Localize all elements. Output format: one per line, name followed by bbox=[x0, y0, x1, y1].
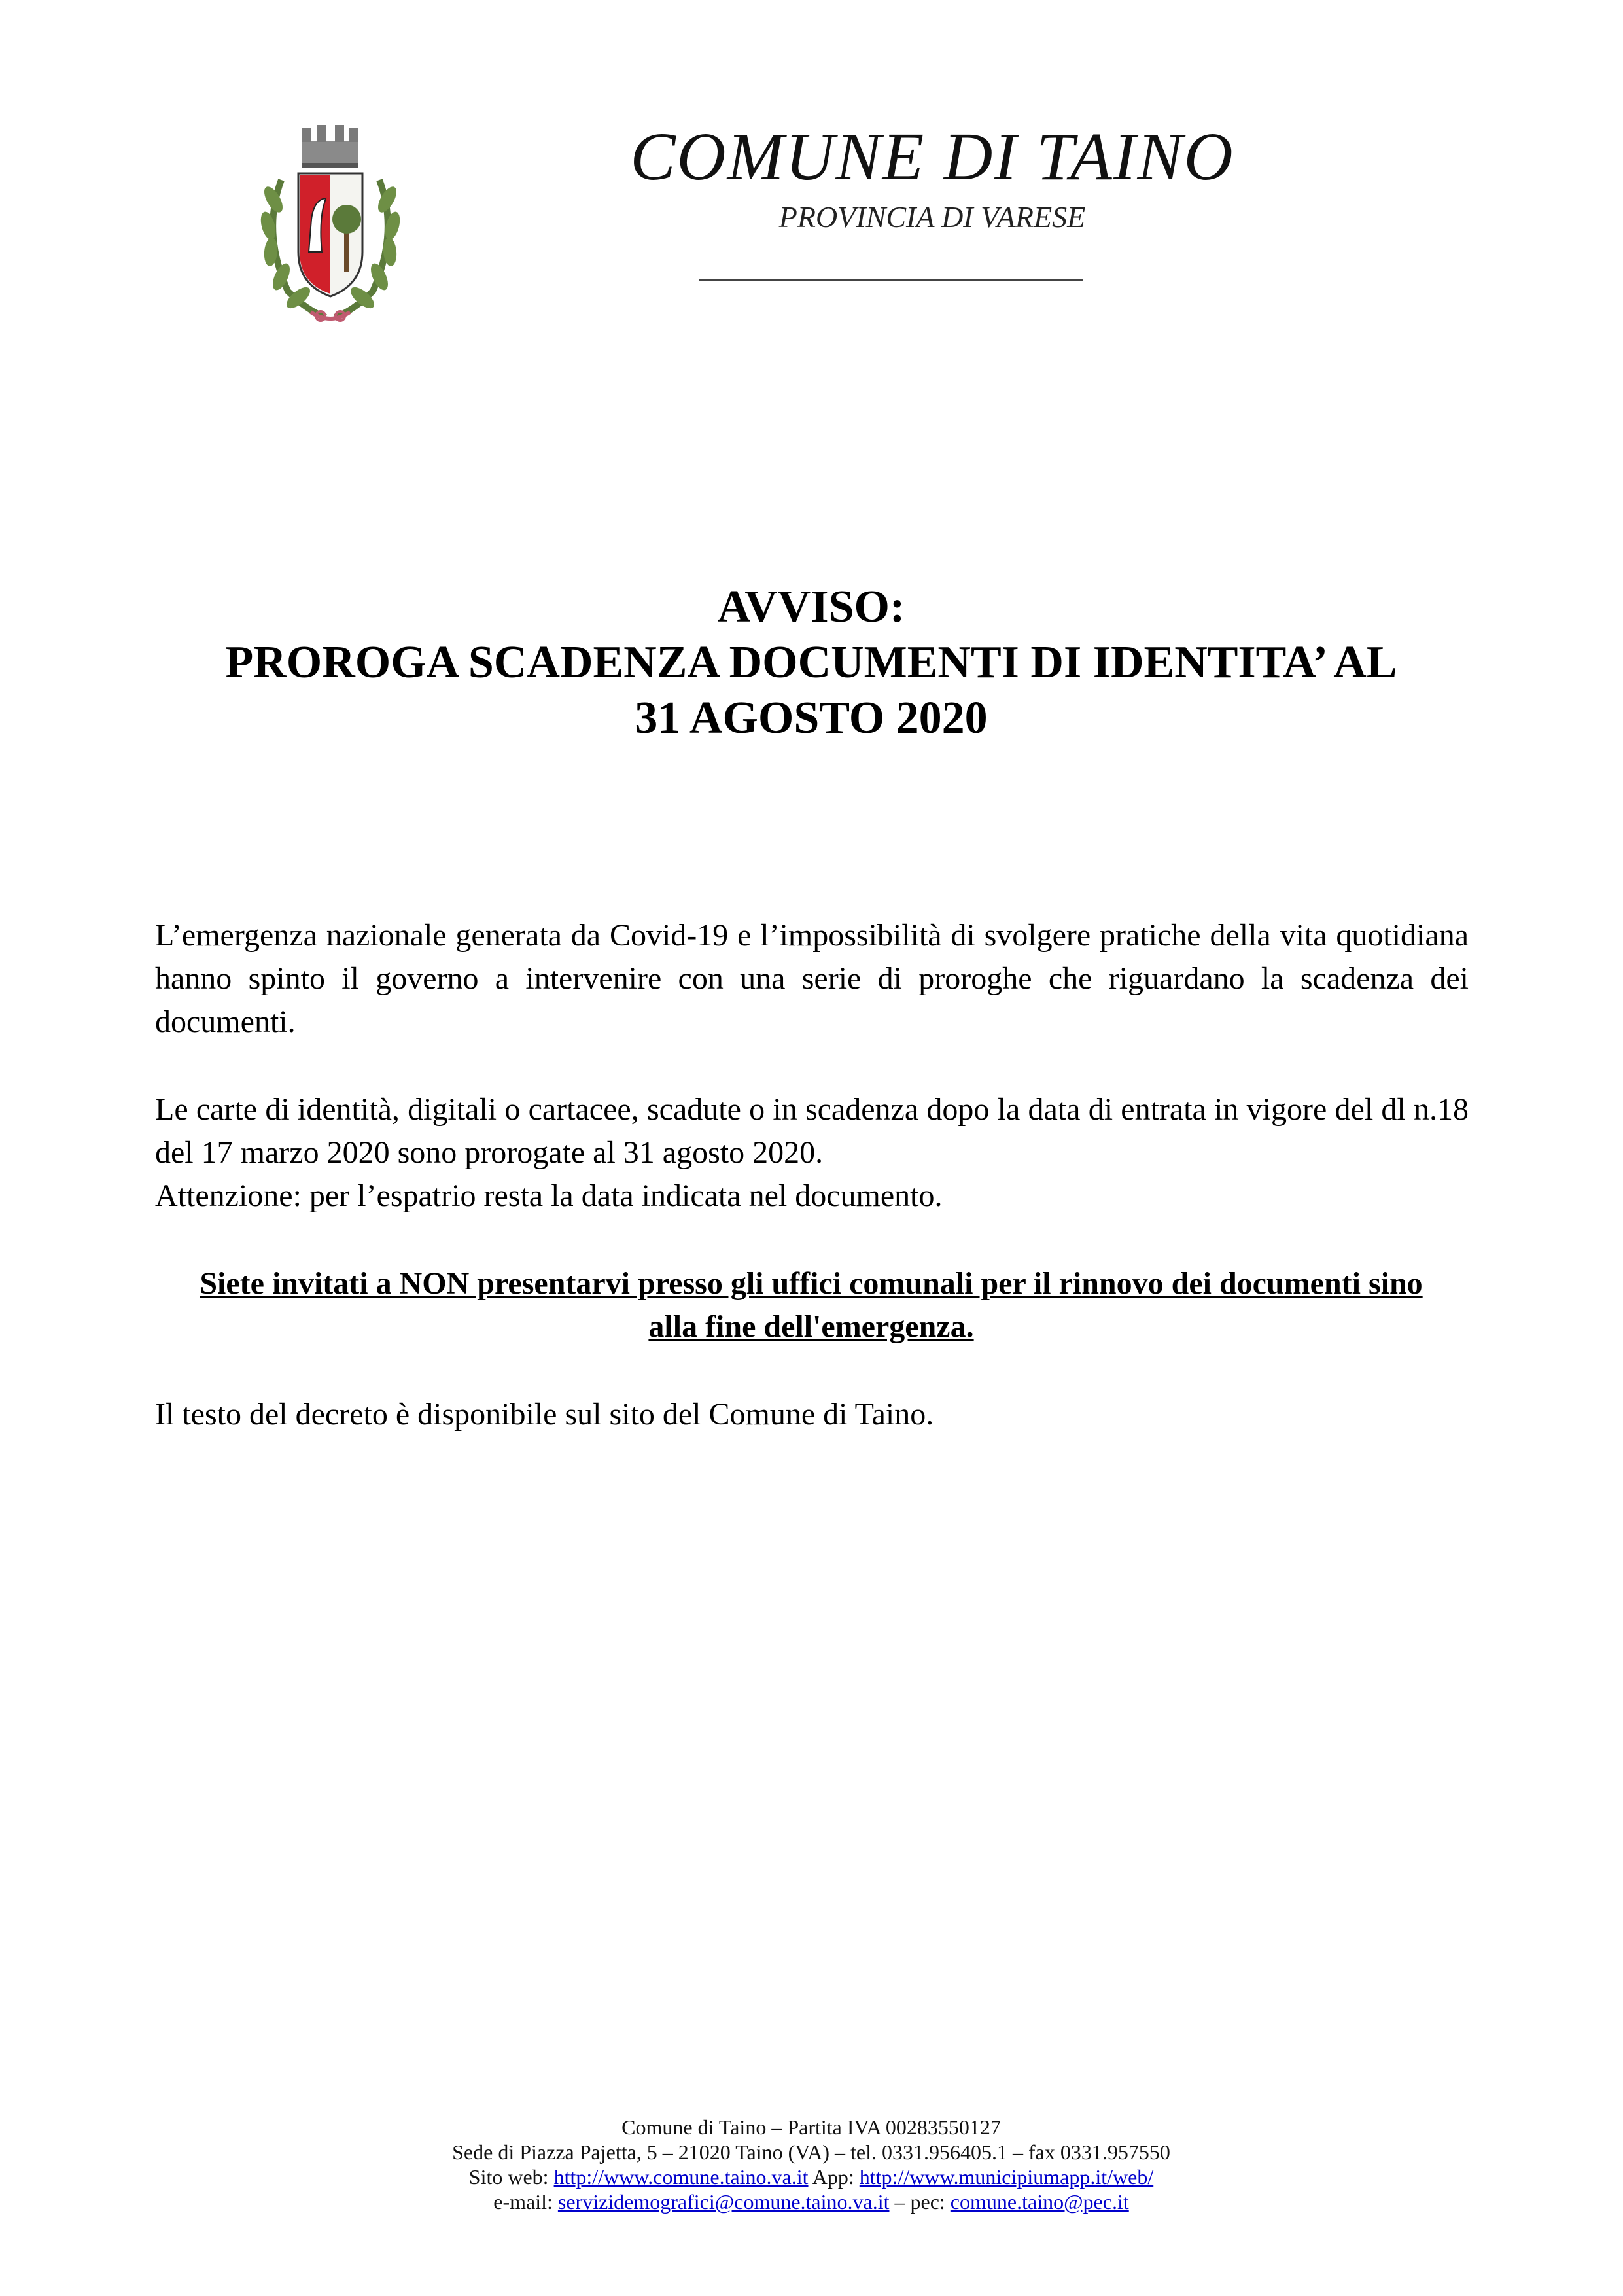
paragraph-expatriation-note: Attenzione: per l’espatrio resta la data indicata nel documento. bbox=[155, 1178, 943, 1213]
footer-email-label: e-mail: bbox=[493, 2190, 558, 2214]
footer-web-label: Sito web: bbox=[468, 2165, 554, 2189]
municipality-title: COMUNE DI TAINO bbox=[630, 119, 1234, 194]
footer-web-line bbox=[327, 2164, 1295, 2189]
warning-notice-line-1: Siete invitati a NON presentarvi presso gli uffici comunali per il rinnovo dei documenti sino bbox=[200, 1266, 1423, 1301]
paragraph-id-extension: Le carte di identità, digitali o cartacee, scadute o in scadenza dopo la data di entrata in vigore del dl n.18 del 17 marzo 2020 sono prorogate al 31 agosto 2020. bbox=[155, 1092, 1469, 1170]
footer-pec-link[interactable]: comune.taino@pec.it bbox=[950, 2190, 1129, 2214]
footer-email-line bbox=[327, 2189, 1295, 2214]
warning-notice-line-2: alla fine dell'emergenza. bbox=[648, 1309, 974, 1344]
footer bbox=[327, 2115, 1295, 2214]
footer-vat-line: Comune di Taino – Partita IVA 00283550127 bbox=[621, 2115, 1001, 2139]
warning-notice bbox=[131, 1262, 1492, 1349]
footer-address-line: Sede di Piazza Pajetta, 5 – 21020 Taino (VA) – tel. 0331.956405.1 – fax 0331.957550 bbox=[452, 2140, 1170, 2164]
notice-title-line-2: PROROGA SCADENZA DOCUMENTI DI IDENTITA’ AL bbox=[225, 637, 1397, 688]
notice-title-line-3: 31 AGOSTO 2020 bbox=[635, 693, 988, 743]
province-subtitle: PROVINCIA DI VARESE bbox=[778, 200, 1086, 234]
footer-app-link[interactable]: http://www.municipiumapp.it/web/ bbox=[859, 2165, 1154, 2189]
footer-app-label: App: bbox=[808, 2165, 860, 2189]
notice-title-line-1: AVVISO: bbox=[717, 582, 905, 632]
footer-website-link[interactable]: http://www.comune.taino.va.it bbox=[553, 2165, 809, 2189]
paragraph-decree-info: Il testo del decreto è disponibile sul sito del Comune di Taino. bbox=[155, 1397, 934, 1432]
footer-pec-label: – pec: bbox=[889, 2190, 951, 2214]
footer-email-link[interactable]: servizidemografici@comune.taino.va.it bbox=[557, 2190, 890, 2214]
paragraph-emergency: L’emergenza nazionale generata da Covid-19 e l’impossibilità di svolgere pratiche della vita quotidiana hanno spinto il governo a intervenire con una serie di proroghe che riguardano la scadenza dei documenti. bbox=[155, 918, 1469, 1039]
notice-title bbox=[131, 579, 1492, 746]
header-divider bbox=[699, 279, 1083, 281]
coat-of-arms-icon bbox=[255, 121, 406, 330]
